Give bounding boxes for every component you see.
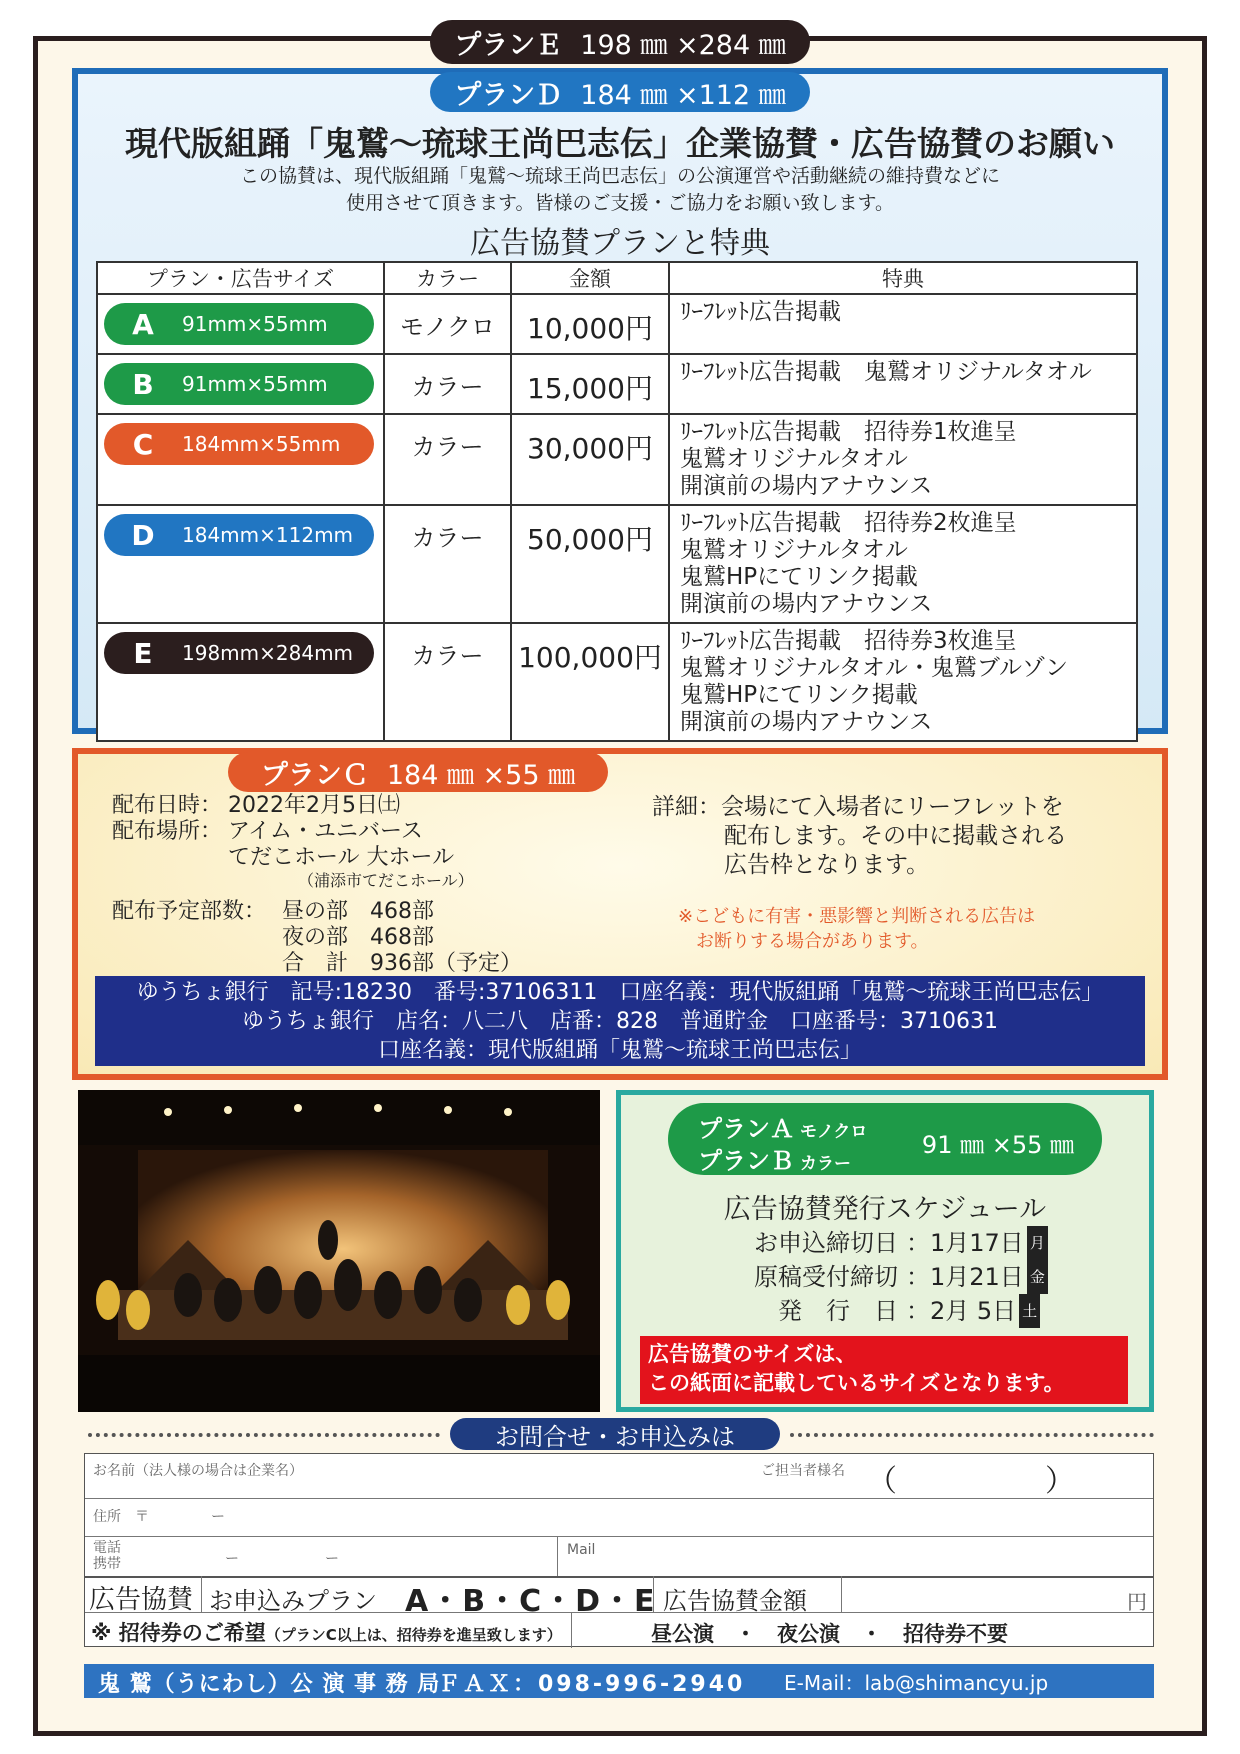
color-cell: カラー xyxy=(384,414,511,505)
price-cell: 100,000円 xyxy=(511,623,669,741)
application-form xyxy=(84,1453,1154,1647)
postal-dash: ー xyxy=(211,1509,225,1525)
day-badge: 月 xyxy=(1027,1226,1048,1260)
plan-c-label: プランＣ 184 ㎜ ×55 ㎜ xyxy=(228,752,608,792)
table-row xyxy=(97,505,1137,623)
plan-tag xyxy=(104,303,374,345)
postal-mark: 〒 xyxy=(135,1509,149,1525)
mail-field[interactable] xyxy=(557,1536,1155,1576)
paren-close: ） xyxy=(1045,1464,1075,1499)
ticket-label: ※ 招待券のご希望（プランC以上は、招待券を進呈致します） xyxy=(91,1621,562,1645)
plan-letter: A xyxy=(132,307,154,341)
plan-letter: C xyxy=(132,427,154,461)
plan-tag xyxy=(104,363,374,405)
plan-size: 91mm×55mm xyxy=(182,372,328,396)
price-cell: 10,000円 xyxy=(511,294,669,354)
plan-choices[interactable]: A・B・C・D・E xyxy=(405,1584,657,1619)
fax-number: ＦＡＸ：098-996-2940 xyxy=(438,1672,746,1697)
distribution-info: 配布日時： 2022年2月5日㈯ 配布場所： アイム・ユニバース てだこホール 大ホール （浦添市てだこホール） 配布予定部数： 昼の部 468部 夜の部 468部 合 計 936部（予定） xyxy=(112,793,523,976)
color-cell: カラー xyxy=(384,354,511,414)
phone-label: 電話 携帯 xyxy=(93,1540,121,1572)
color-cell: カラー xyxy=(384,623,511,741)
day-badge: 金 xyxy=(1027,1260,1048,1294)
intro-text: この協賛は、現代版組踊「鬼鷲～琉球王尚巴志伝」の公演運営や活動継続の維持費などに 使用させて頂きます。皆様のご支援・ご協力をお願い致します。 xyxy=(239,165,1000,214)
amount-label: 広告協賛金額 xyxy=(663,1587,807,1615)
perks-cell: ﾘｰﾌﾚｯﾄ広告掲載 招待券3枚進呈 鬼鷲オリジナルタオル・鬼鷲ブルゾン 鬼鷲HPにてリンク掲載 開演前の場内アナウンス xyxy=(669,623,1137,741)
ticket-choices[interactable]: 昼公演 ・ 夜公演 ・ 招待券不要 xyxy=(651,1622,1008,1646)
page-title: 現代版組踊「鬼鷲～琉球王尚巴志伝」企業協賛・広告協賛のお願い xyxy=(125,124,1115,163)
plan-letter: D xyxy=(131,518,155,552)
table-row xyxy=(97,414,1137,505)
color-cell: カラー xyxy=(384,505,511,623)
plan-letter: E xyxy=(133,636,153,670)
bank-info: ゆうちょ銀行 記号:18230 番号:37106311 口座名義：現代版組踊「鬼鷲～琉球王尚巴志伝」 ゆうちょ銀行 店名：八二八 店番：828 普通貯金 口座番号：3710631 口座名義：現代版組踊「鬼鷲～琉球王尚巴志伝」 xyxy=(95,976,1145,1066)
person-field[interactable] xyxy=(895,1454,1045,1498)
yen-unit: 円 xyxy=(1127,1590,1147,1614)
day-badge: 土 xyxy=(1019,1294,1040,1328)
plan-size-cell xyxy=(97,623,384,741)
divider-left xyxy=(88,1433,440,1437)
color-cell: モノクロ xyxy=(384,294,511,354)
paren-open: （ xyxy=(867,1464,897,1499)
schedule-title: 広告協賛発行スケジュール xyxy=(723,1194,1047,1225)
perks-cell: ﾘｰﾌﾚｯﾄ広告掲載 招待券2枚進呈 鬼鷲オリジナルタオル 鬼鷲HPにてリンク掲載 開演前の場内アナウンス xyxy=(669,505,1137,623)
plan-size-cell xyxy=(97,294,384,354)
name-field[interactable] xyxy=(85,1454,755,1498)
name-label: お名前（法人様の場合は企業名） xyxy=(93,1463,303,1479)
footer-contact xyxy=(84,1664,1154,1698)
plans-table xyxy=(96,261,1138,742)
email-address[interactable]: E-Mail：lab@shimancyu.jp xyxy=(784,1671,1049,1695)
price-cell: 50,000円 xyxy=(511,505,669,623)
schedule-list: お申込締切日 ：1月17日 月 原稿受付締切 ：1月21日 金 発 行 日 ：2月 5日 土 xyxy=(740,1226,1048,1328)
plan-ab-label: プランＡ モノクロ プランＢ カラー 91 ㎜ ×55 ㎜ xyxy=(668,1103,1102,1175)
plan-select-label: お申込みプラン xyxy=(209,1587,377,1615)
plan-letter: B xyxy=(132,367,154,401)
plan-d-label: プランＤ 184 ㎜ ×112 ㎜ xyxy=(430,72,810,112)
plan-size-cell xyxy=(97,414,384,505)
table-row xyxy=(97,354,1137,414)
perks-cell: ﾘｰﾌﾚｯﾄ広告掲載 鬼鷲オリジナルタオル xyxy=(669,354,1137,414)
perks-cell: ﾘｰﾌﾚｯﾄ広告掲載 招待券1枚進呈 鬼鷲オリジナルタオル 開演前の場内アナウンス xyxy=(669,414,1137,505)
plans-subtitle: 広告協賛プランと特典 xyxy=(470,226,770,261)
address-label: 住所 xyxy=(93,1509,121,1525)
table-row xyxy=(97,294,1137,354)
stage-photo xyxy=(78,1090,600,1412)
header-price: 金額 xyxy=(511,262,669,294)
plan-size: 184mm×55mm xyxy=(182,432,341,456)
table-row xyxy=(97,623,1137,741)
detail-text: 詳細：会場にて入場者にリーフレットを 配布します。その中に掲載される 広告枠となります。 xyxy=(652,794,1068,878)
header-color: カラー xyxy=(384,262,511,294)
perks-cell: ﾘｰﾌﾚｯﾄ広告掲載 xyxy=(669,294,1137,354)
plan-e-label: プランＥ 198 ㎜ ×284 ㎜ xyxy=(430,20,810,64)
address-field[interactable] xyxy=(85,1498,1153,1536)
phone-dash-1: ー xyxy=(225,1551,239,1567)
phone-dash-2: ー xyxy=(325,1551,339,1567)
price-cell: 15,000円 xyxy=(511,354,669,414)
sponsor-label: 広告協賛 xyxy=(89,1585,194,1615)
plan-tag xyxy=(104,423,374,465)
phone-field[interactable] xyxy=(85,1536,557,1576)
plan-size: 198mm×284mm xyxy=(182,641,354,665)
header-perks: 特典 xyxy=(669,262,1137,294)
price-cell: 30,000円 xyxy=(511,414,669,505)
header-plan-size: プラン・広告サイズ xyxy=(97,262,384,294)
size-notice: 広告協賛のサイズは、 この紙面に記載しているサイズとなります。 xyxy=(640,1336,1128,1404)
plan-tag xyxy=(104,514,374,556)
org-name: 鬼 鷲（うにわし）公 演 事 務 局 xyxy=(98,1672,441,1697)
mail-label: Mail xyxy=(567,1542,596,1558)
inquiry-label: お問合せ・お申込みは xyxy=(450,1418,780,1450)
amount-field[interactable] xyxy=(841,1576,1155,1612)
warning-text: ※こどもに有害・悪影響と判断される広告は お断りする場合があります。 xyxy=(678,906,1036,952)
plan-size: 184mm×112mm xyxy=(182,523,354,547)
divider-right xyxy=(790,1433,1154,1437)
person-label: ご担当者様名 xyxy=(761,1463,845,1479)
plan-size: 91mm×55mm xyxy=(182,312,328,336)
plan-size-cell xyxy=(97,354,384,414)
plan-size-cell xyxy=(97,505,384,623)
plan-tag xyxy=(104,632,374,674)
